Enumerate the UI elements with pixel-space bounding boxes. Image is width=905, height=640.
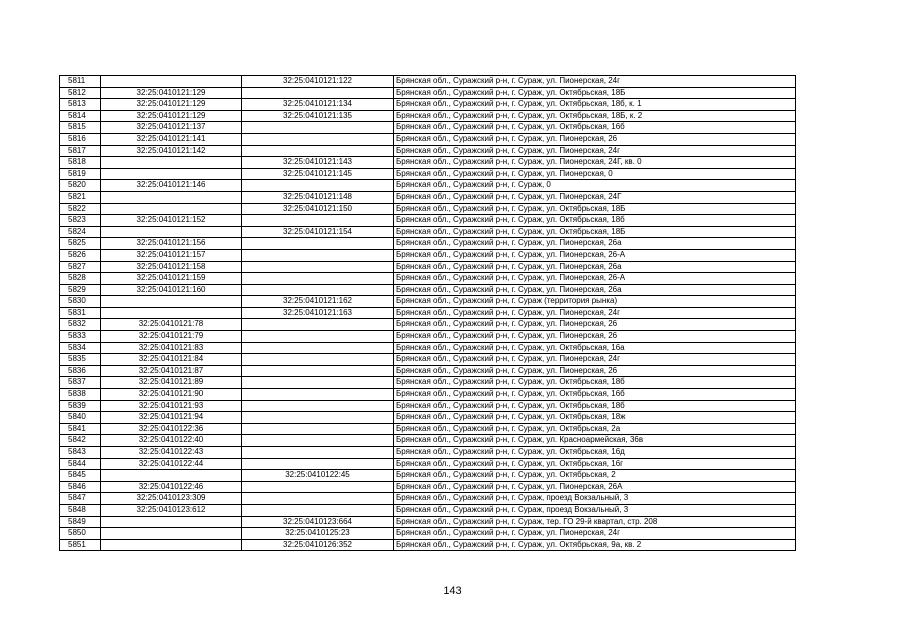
table-row [60,504,796,516]
row-number-cell: 5836 [60,365,101,377]
row-number-cell: 5841 [60,423,101,435]
table-row [60,168,796,180]
row-number-cell: 5822 [60,203,101,215]
parent-cadastral-number-cell: 32:25:0410121:158 [101,261,242,273]
table-row [60,273,796,285]
row-number-cell: 5826 [60,249,101,261]
row-number-cell: 5830 [60,296,101,308]
row-number-cell: 5815 [60,122,101,134]
address-cell: Брянская обл., Суражский р-н, г. Сураж, ул. Пионерская, 26а [394,261,796,273]
table-row [60,249,796,261]
address-cell: Брянская обл., Суражский р-н, г. Сураж, ул. Октябрьская, 18Б [394,226,796,238]
address-cell: Брянская обл., Суражский р-н, г. Сураж, ул. Октябрьская, 16г [394,458,796,470]
cadastral-number-cell: 32:25:0410121:162 [242,296,394,308]
row-number-cell: 5813 [60,99,101,111]
cadastral-number-cell [242,458,394,470]
row-number-cell: 5831 [60,307,101,319]
row-number-cell: 5814 [60,110,101,122]
address-cell: Брянская обл., Суражский р-н, г. Сураж, ул. Пионерская, 0 [394,168,796,180]
table-row [60,342,796,354]
parent-cadastral-number-cell: 32:25:0410121:157 [101,249,242,261]
address-cell: Брянская обл., Суражский р-н, г. Сураж, тер. ГО 29-й квартал, стр. 208 [394,516,796,528]
table-row [60,377,796,389]
row-number-cell: 5821 [60,191,101,203]
table-row [60,122,796,134]
cadastral-number-cell [242,412,394,424]
cadastral-number-cell [242,249,394,261]
table-row [60,516,796,528]
cadastral-number-cell: 32:25:0410121:148 [242,191,394,203]
table-row [60,215,796,227]
address-cell: Брянская обл., Суражский р-н, г. Сураж, ул. Октябрьская, 16б [394,389,796,401]
address-cell: Брянская обл., Суражский р-н, г. Сураж, ул. Пионерская, 24г [394,528,796,540]
address-cell: Брянская обл., Суражский р-н, г. Сураж (территория рынка) [394,296,796,308]
table-row [60,423,796,435]
parent-cadastral-number-cell [101,539,242,551]
address-cell: Брянская обл., Суражский р-н, г. Сураж, ул. Октябрьская, 2 [394,470,796,482]
parent-cadastral-number-cell: 32:25:0410121:87 [101,365,242,377]
table-row [60,296,796,308]
address-cell: Брянская обл., Суражский р-н, г. Сураж, ул. Пионерская, 24Г, кв. 0 [394,157,796,169]
parent-cadastral-number-cell [101,307,242,319]
address-cell: Брянская обл., Суражский р-н, г. Сураж, ул. Пионерская, 24Г [394,191,796,203]
table-row [60,226,796,238]
address-cell: Брянская обл., Суражский р-н, г. Сураж, ул. Пионерская, 26 [394,319,796,331]
parent-cadastral-number-cell: 32:25:0410121:146 [101,180,242,192]
parent-cadastral-number-cell: 32:25:0410122:46 [101,481,242,493]
parent-cadastral-number-cell: 32:25:0410121:78 [101,319,242,331]
row-number-cell: 5827 [60,261,101,273]
cadastral-number-cell: 32:25:0410121:122 [242,76,394,88]
address-cell: Брянская обл., Суражский р-н, г. Сураж, ул. Пионерская, 26а [394,284,796,296]
address-cell: Брянская обл., Суражский р-н, г. Сураж, ул. Красноармейская, 36в [394,435,796,447]
cadastral-number-cell: 32:25:0410121:143 [242,157,394,169]
parent-cadastral-number-cell: 32:25:0410121:90 [101,389,242,401]
row-number-cell: 5848 [60,504,101,516]
cadastral-number-cell: 32:25:0410126:352 [242,539,394,551]
address-cell: Брянская обл., Суражский р-н, г. Сураж, ул. Октябрьская, 16б [394,122,796,134]
table-row [60,110,796,122]
row-number-cell: 5819 [60,168,101,180]
table-row [60,331,796,343]
parent-cadastral-number-cell: 32:25:0410121:93 [101,400,242,412]
row-number-cell: 5816 [60,133,101,145]
cadastral-number-cell [242,493,394,505]
address-cell: Брянская обл., Суражский р-н, г. Сураж, 0 [394,180,796,192]
row-number-cell: 5812 [60,87,101,99]
cadastral-number-cell [242,238,394,250]
table-row [60,133,796,145]
parent-cadastral-number-cell: 32:25:0410121:156 [101,238,242,250]
cadastral-number-cell [242,261,394,273]
table-row [60,99,796,111]
parent-cadastral-number-cell: 32:25:0410121:159 [101,273,242,285]
table-row [60,539,796,551]
cadastral-number-cell: 32:25:0410122:45 [242,470,394,482]
address-cell: Брянская обл., Суражский р-н, г. Сураж, ул. Пионерская, 26 [394,331,796,343]
row-number-cell: 5849 [60,516,101,528]
parent-cadastral-number-cell: 32:25:0410121:137 [101,122,242,134]
address-cell: Брянская обл., Суражский р-н, г. Сураж, ул. Октябрьская, 18б [394,400,796,412]
page-number: 143 [443,585,462,597]
table-row [60,157,796,169]
row-number-cell: 5824 [60,226,101,238]
cadastral-number-cell: 32:25:0410123:664 [242,516,394,528]
table-row [60,238,796,250]
row-number-cell: 5832 [60,319,101,331]
table-row [60,354,796,366]
address-cell: Брянская обл., Суражский р-н, г. Сураж, ул. Пионерская, 24г [394,145,796,157]
table-row [60,470,796,482]
cadastral-number-cell [242,122,394,134]
row-number-cell: 5818 [60,157,101,169]
cadastral-number-cell: 32:25:0410121:150 [242,203,394,215]
cadastral-number-cell [242,481,394,493]
table-row [60,389,796,401]
table-row [60,493,796,505]
cadastral-number-cell [242,319,394,331]
cadastral-number-cell [242,215,394,227]
cadastral-number-cell [242,284,394,296]
row-number-cell: 5851 [60,539,101,551]
parent-cadastral-number-cell [101,203,242,215]
parent-cadastral-number-cell [101,470,242,482]
table-row [60,180,796,192]
row-number-cell: 5833 [60,331,101,343]
parent-cadastral-number-cell: 32:25:0410122:40 [101,435,242,447]
parent-cadastral-number-cell: 32:25:0410123:309 [101,493,242,505]
row-number-cell: 5843 [60,447,101,459]
address-cell: Брянская обл., Суражский р-н, г. Сураж, ул. Октябрьская, 16д [394,447,796,459]
cadastral-number-cell: 32:25:0410121:154 [242,226,394,238]
address-cell: Брянская обл., Суражский р-н, г. Сураж, ул. Октябрьская, 18Б, к. 2 [394,110,796,122]
address-cell: Брянская обл., Суражский р-н, г. Сураж, ул. Пионерская, 26-А [394,249,796,261]
cadastral-number-cell [242,400,394,412]
cadastral-number-cell: 32:25:0410121:135 [242,110,394,122]
parent-cadastral-number-cell [101,516,242,528]
table-row [60,319,796,331]
row-number-cell: 5839 [60,400,101,412]
parent-cadastral-number-cell: 32:25:0410121:84 [101,354,242,366]
parent-cadastral-number-cell: 32:25:0410123:612 [101,504,242,516]
address-cell: Брянская обл., Суражский р-н, г. Сураж, ул. Пионерская, 24г [394,307,796,319]
parent-cadastral-number-cell [101,226,242,238]
cadastral-number-cell: 32:25:0410125:23 [242,528,394,540]
parent-cadastral-number-cell [101,296,242,308]
cadastral-number-cell [242,389,394,401]
address-cell: Брянская обл., Суражский р-н, г. Сураж, ул. Октябрьская, 2а [394,423,796,435]
row-number-cell: 5842 [60,435,101,447]
table-row [60,447,796,459]
table-row [60,284,796,296]
parent-cadastral-number-cell: 32:25:0410121:141 [101,133,242,145]
row-number-cell: 5811 [60,76,101,88]
cadastral-number-cell [242,331,394,343]
cadastral-number-cell [242,377,394,389]
cadastral-number-cell [242,447,394,459]
table-row [60,481,796,493]
cadastral-number-cell: 32:25:0410121:163 [242,307,394,319]
row-number-cell: 5844 [60,458,101,470]
parent-cadastral-number-cell: 32:25:0410121:79 [101,331,242,343]
row-number-cell: 5840 [60,412,101,424]
cadastral-number-cell [242,504,394,516]
registry-table-body [60,76,796,551]
parent-cadastral-number-cell [101,168,242,180]
parent-cadastral-number-cell [101,528,242,540]
parent-cadastral-number-cell: 32:25:0410122:36 [101,423,242,435]
table-row [60,307,796,319]
address-cell: Брянская обл., Суражский р-н, г. Сураж, ул. Пионерская, 26-А [394,273,796,285]
address-cell: Брянская обл., Суражский р-н, г. Сураж, ул. Пионерская, 26А [394,481,796,493]
address-cell: Брянская обл., Суражский р-н, г. Сураж, ул. Пионерская, 26а [394,238,796,250]
address-cell: Брянская обл., Суражский р-н, г. Сураж, проезд Вокзальный, 3 [394,504,796,516]
row-number-cell: 5829 [60,284,101,296]
address-cell: Брянская обл., Суражский р-н, г. Сураж, ул. Октябрьская, 18б [394,215,796,227]
address-cell: Брянская обл., Суражский р-н, г. Сураж, ул. Октябрьская, 18Б [394,87,796,99]
cadastral-number-cell [242,133,394,145]
row-number-cell: 5834 [60,342,101,354]
table-row [60,458,796,470]
table-row [60,365,796,377]
cadastral-registry-table [59,75,796,551]
cadastral-number-cell [242,87,394,99]
row-number-cell: 5837 [60,377,101,389]
cadastral-number-cell [242,342,394,354]
address-cell: Брянская обл., Суражский р-н, г. Сураж, ул. Октябрьская, 16а [394,342,796,354]
table-row [60,191,796,203]
cadastral-number-cell [242,435,394,447]
row-number-cell: 5838 [60,389,101,401]
parent-cadastral-number-cell: 32:25:0410121:83 [101,342,242,354]
row-number-cell: 5823 [60,215,101,227]
parent-cadastral-number-cell: 32:25:0410122:43 [101,447,242,459]
row-number-cell: 5828 [60,273,101,285]
parent-cadastral-number-cell [101,191,242,203]
parent-cadastral-number-cell [101,76,242,88]
parent-cadastral-number-cell: 32:25:0410121:129 [101,87,242,99]
parent-cadastral-number-cell: 32:25:0410121:89 [101,377,242,389]
parent-cadastral-number-cell: 32:25:0410121:152 [101,215,242,227]
row-number-cell: 5825 [60,238,101,250]
row-number-cell: 5835 [60,354,101,366]
row-number-cell: 5820 [60,180,101,192]
address-cell: Брянская обл., Суражский р-н, г. Сураж, ул. Пионерская, 24г [394,76,796,88]
table-row [60,400,796,412]
parent-cadastral-number-cell: 32:25:0410122:44 [101,458,242,470]
row-number-cell: 5845 [60,470,101,482]
address-cell: Брянская обл., Суражский р-н, г. Сураж, проезд Вокзальный, 3 [394,493,796,505]
parent-cadastral-number-cell: 32:25:0410121:129 [101,99,242,111]
cadastral-number-cell [242,354,394,366]
row-number-cell: 5847 [60,493,101,505]
table-row [60,76,796,88]
parent-cadastral-number-cell: 32:25:0410121:160 [101,284,242,296]
address-cell: Брянская обл., Суражский р-н, г. Сураж, ул. Октябрьская, 18ж [394,412,796,424]
table-row [60,412,796,424]
cadastral-number-cell: 32:25:0410121:134 [242,99,394,111]
address-cell: Брянская обл., Суражский р-н, г. Сураж, ул. Октябрьская, 18б [394,377,796,389]
cadastral-number-cell [242,180,394,192]
address-cell: Брянская обл., Суражский р-н, г. Сураж, ул. Октябрьская, 18Б [394,203,796,215]
row-number-cell: 5846 [60,481,101,493]
address-cell: Брянская обл., Суражский р-н, г. Сураж, ул. Пионерская, 24г [394,354,796,366]
parent-cadastral-number-cell [101,157,242,169]
cadastral-number-cell [242,273,394,285]
cadastral-number-cell [242,423,394,435]
table-row [60,87,796,99]
parent-cadastral-number-cell: 32:25:0410121:129 [101,110,242,122]
row-number-cell: 5817 [60,145,101,157]
table-row [60,435,796,447]
row-number-cell: 5850 [60,528,101,540]
table-row [60,528,796,540]
address-cell: Брянская обл., Суражский р-н, г. Сураж, ул. Пионерская, 26 [394,133,796,145]
cadastral-number-cell: 32:25:0410121:145 [242,168,394,180]
parent-cadastral-number-cell: 32:25:0410121:142 [101,145,242,157]
parent-cadastral-number-cell: 32:25:0410121:94 [101,412,242,424]
address-cell: Брянская обл., Суражский р-н, г. Сураж, ул. Октябрьская, 9а, кв. 2 [394,539,796,551]
cadastral-number-cell [242,145,394,157]
address-cell: Брянская обл., Суражский р-н, г. Сураж, ул. Пионерская, 26 [394,365,796,377]
table-row [60,203,796,215]
table-row [60,145,796,157]
cadastral-number-cell [242,365,394,377]
table-row [60,261,796,273]
address-cell: Брянская обл., Суражский р-н, г. Сураж, ул. Октябрьская, 18б, к. 1 [394,99,796,111]
